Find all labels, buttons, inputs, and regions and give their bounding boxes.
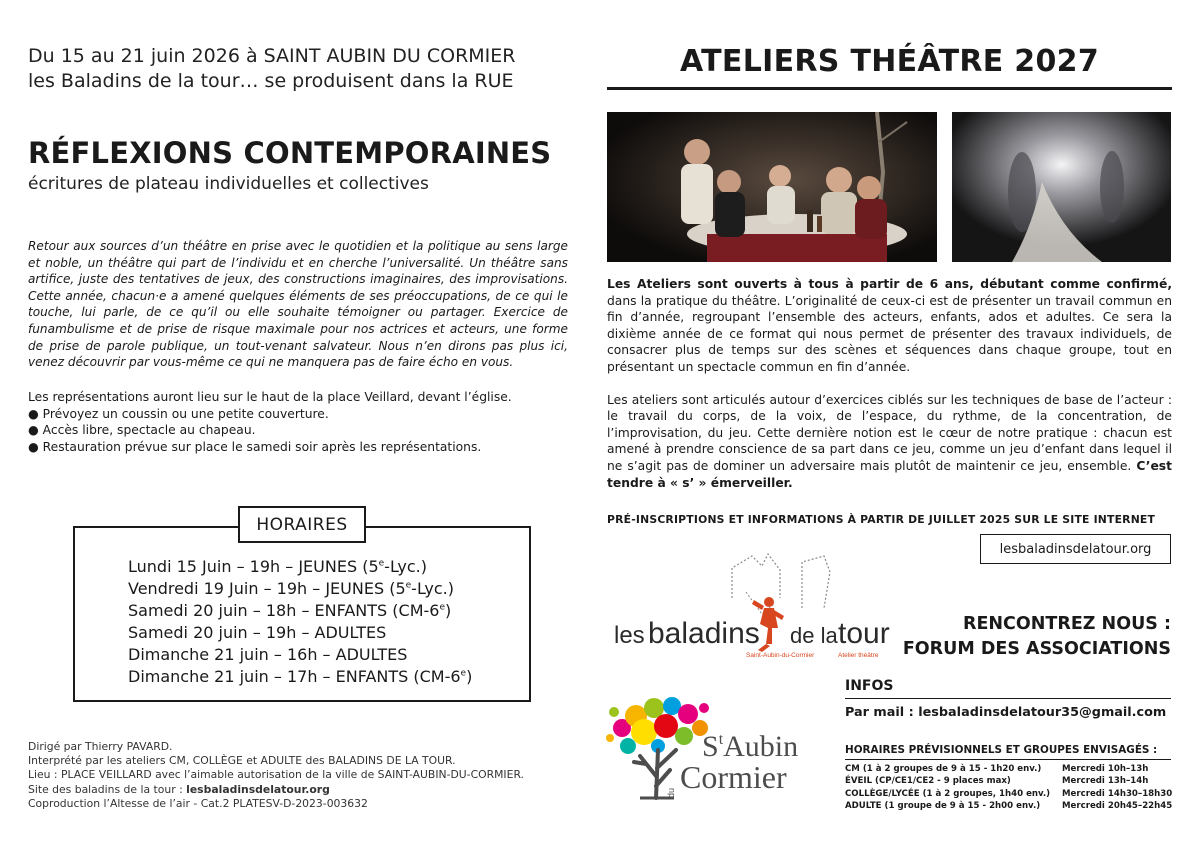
- baladins-logo: [612, 548, 892, 668]
- show-intro: Retour aux sources d’un théâtre en prise avec le quotidien et la politique au sens large et noble, un théâtre qui part de l’individu et en cherche l’universalité. Un théâtre sans artifice, juste des tentatives de jeux, des constructions imaginaires, des improvisations. Cette année, chacun·e a amené quelques éléments de ses préoccupations, de ce qui le touche, lui parle, de ce qu’il ou elle souhaite témoigner ou partager. Exercice de funambulisme et de prise de risque maximale pour nos actrices et acteurs, une forme de prise de parole publique, un tout-venant salvateur. Nous n’en dirons pas plus ici, venez découvrir par vous-même ce qui ne manquera pas de faire écho en vous.: [28, 239, 568, 370]
- left-column: [28, 44, 568, 456]
- svg-text:du: du: [666, 787, 676, 798]
- table-row: ÉVEIL (CP/CE1/CE2 - 9 places max) Mercredi 13h–14h: [845, 776, 1149, 787]
- workshop-photo-table: [607, 112, 937, 262]
- infos-title: INFOS: [845, 678, 894, 694]
- practical-location: Les représentations auront lieu sur le haut de la place Veillard, devant l’église.: [28, 389, 512, 404]
- table-row: COLLÈGE/LYCÉE (1 à 2 groupes, 1h40 env.) Mercredi 14h30–18h30: [845, 788, 1173, 799]
- horaire-row: Lundi 15 Juin – 19h – JEUNES (5e-Lyc.): [128, 557, 427, 576]
- event-dates: Du 15 au 21 juin 2026 à SAINT AUBIN DU CORMIER: [28, 45, 516, 67]
- credits: [28, 740, 548, 811]
- meet-us-title: RENCONTREZ NOUS :: [962, 614, 1171, 634]
- svg-text:Atelier théâtre: Atelier théâtre: [838, 652, 879, 659]
- svg-text:baladins: baladins: [648, 617, 760, 650]
- credit-site: Site des baladins de la tour : lesbaladinsdelatour.org: [28, 782, 330, 796]
- workshops-method: Les ateliers sont articulés autour d’exercices ciblés sur les techniques de base de l’acteur : le travail du corps, de la voix, de l’espace, du rythme, de la concentration, de l’improvisation, du jeu. Cette dernière notion est le cœur de notre pratique : chacun est amené à prendre conscience de sa part dans ce jeu, comme un jeu d’enfant dans lequel il ne s’agit pas de dominer un adversaire mais plutôt de maintenir ce jeu, ensemble. C’est tendre à « s’ » émerveiller.: [607, 392, 1172, 490]
- contact-email[interactable]: Par mail : lesbaladinsdelatour35@gmail.com: [845, 705, 1167, 720]
- title-rule: [607, 87, 1172, 90]
- website-link[interactable]: lesbaladinsdelatour.org: [980, 534, 1171, 564]
- svg-text:Saint-Aubin-du-Cormier: Saint-Aubin-du-Cormier: [746, 652, 815, 659]
- practical-cushion: ● Prévoyez un coussin ou une petite couverture.: [28, 406, 329, 421]
- horaire-row: Vendredi 19 Juin – 19h – JEUNES (5e-Lyc.): [128, 579, 454, 598]
- credit-director: Dirigé par Thierry PAVARD.: [28, 740, 173, 753]
- saint-aubin-logo: [600, 686, 830, 816]
- table-row: CM (1 à 2 groupes de 9 à 15 - 1h20 env.) Mercredi 10h–13h: [845, 764, 1149, 774]
- workshops-intro: Les Ateliers sont ouverts à tous à partir de 6 ans, débutant comme confirmé, dans la pratique du théâtre. L’originalité de ceux-ci est de présenter un travail commun en fin d’année, regroupant l’ensemble des acteurs, enfants, ados et adultes. Ce sera la dixième année de ce format qui nous permet de présenter des travaux individuels, de consacrer plus de temps sur des scènes et séquences dans chaque groupe, tout en présentant un spectacle commun en fin d’année.: [607, 277, 1172, 374]
- photos: [607, 112, 1172, 262]
- practical-food: ● Restauration prévue sur place le samedi soir après les représentations.: [28, 440, 482, 455]
- horaire-row: Samedi 20 juin – 19h – ADULTES: [128, 623, 387, 642]
- meet-us: [880, 612, 1171, 662]
- schedule-table: [845, 763, 1173, 813]
- horaires-list: [128, 556, 472, 688]
- practical-access: ● Accès libre, spectacle au chapeau.: [28, 423, 256, 438]
- schedule-rule: [845, 759, 1171, 760]
- practical-info: [28, 389, 568, 456]
- event-tagline: les Baladins de la tour… se produisent dans la RUE: [28, 70, 514, 92]
- horaire-row: Dimanche 21 juin – 17h – ENFANTS (CM-6e): [128, 667, 473, 686]
- right-column: [607, 40, 1172, 526]
- svg-text:de la: de la: [790, 623, 838, 648]
- horaire-row: Samedi 20 juin – 18h – ENFANTS (CM-6e): [128, 601, 452, 620]
- svg-text:les: les: [614, 622, 645, 649]
- show-title: RÉFLEXIONS CONTEMPORAINES: [28, 136, 552, 170]
- credit-site-link[interactable]: lesbaladinsdelatour.org: [186, 782, 330, 796]
- svg-text:StAubin: $S^tAubin$: [702, 730, 799, 763]
- workshops-title: ATELIERS THÉÂTRE 2027: [679, 44, 1100, 79]
- credit-performers: Interprété par les ateliers CM, COLLÈGE et ADULTE des BALADINS DE LA TOUR.: [28, 754, 456, 768]
- workshop-photo-light: [952, 112, 1171, 262]
- svg-text:tour: tour: [838, 617, 890, 650]
- horaire-row: Dimanche 21 juin – 16h – ADULTES: [128, 645, 408, 664]
- infos-rule: [845, 698, 1171, 699]
- svg-text:Cormier: Cormier: [680, 759, 787, 795]
- table-row: ADULTE (1 groupe de 9 à 15 - 2h00 env.) Mercredi 20h45–22h45: [845, 801, 1173, 812]
- show-subtitle: écritures de plateau individuelles et collectives: [28, 174, 429, 194]
- preinscription-notice: PRÉ-INSCRIPTIONS ET INFORMATIONS À PARTIR DE JUILLET 2025 SUR LE SITE INTERNET: [607, 513, 1156, 527]
- meet-us-event: FORUM DES ASSOCIATIONS: [902, 639, 1171, 659]
- credit-coproduction: Coproduction l’Altesse de l’air - Cat.2 PLATESV-D-2023-003632: [28, 796, 368, 810]
- horaires-label: HORAIRES: [238, 506, 366, 543]
- schedule-title: HORAIRES PRÉVISIONNELS ET GROUPES ENVISAGÉS :: [845, 744, 1158, 756]
- credit-venue: Lieu : PLACE VEILLARD avec l’aimable autorisation de la ville de SAINT-AUBIN-DU-CORMIER.: [28, 768, 524, 782]
